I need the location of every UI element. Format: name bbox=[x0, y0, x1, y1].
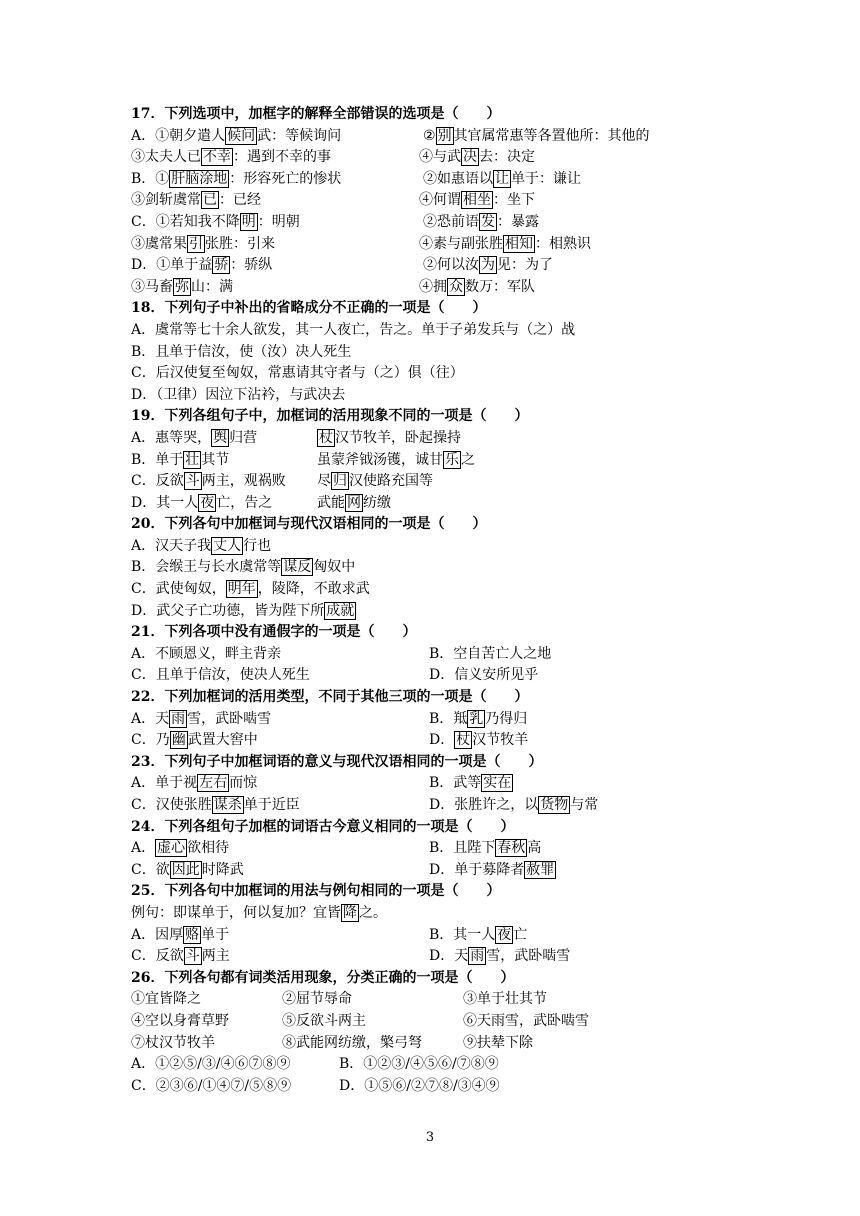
option-text bbox=[131, 1035, 215, 1051]
text-segment: 尽 bbox=[317, 473, 331, 490]
boxed-word: 斗 bbox=[185, 473, 200, 490]
text-segment: 例句：即谋单于，何以复加？宜皆 bbox=[131, 904, 341, 921]
option-text bbox=[131, 991, 201, 1007]
text-segment: 汉节牧羊，卧起操持 bbox=[335, 429, 461, 446]
boxed-word: 不幸 bbox=[203, 149, 231, 166]
boxed-word: 发 bbox=[481, 213, 495, 230]
option-text bbox=[131, 344, 351, 360]
text-segment: ②恐前语 bbox=[423, 213, 479, 230]
text-segment: 汉使路充国等 bbox=[349, 473, 433, 490]
text-segment: ⑥天雨雪，武卧啮雪 bbox=[463, 1012, 589, 1029]
option-row bbox=[131, 709, 731, 731]
boxed-word: 左右 bbox=[199, 775, 228, 792]
text-segment: B．①②③/④⑤⑥/⑦⑧⑨ bbox=[339, 1056, 499, 1073]
text-segment: 欲相待 bbox=[187, 840, 230, 857]
option-text bbox=[339, 1076, 500, 1098]
text-segment: A．因厚 bbox=[131, 926, 184, 943]
option-text bbox=[131, 1078, 291, 1094]
option-text bbox=[131, 170, 341, 188]
text-segment: C．②③⑥/①④⑦/⑤⑧⑨ bbox=[131, 1077, 292, 1094]
boxed-word: 乐 bbox=[445, 451, 459, 468]
option-text bbox=[131, 774, 257, 792]
text-segment: ④素与副张胜 bbox=[419, 235, 503, 252]
option-text bbox=[131, 861, 244, 879]
option-row bbox=[131, 773, 731, 795]
boxed-word: 相坐 bbox=[463, 192, 491, 209]
boxed-word: 成就 bbox=[326, 602, 355, 619]
question-stem: 25．下列各句中加框词的用法与例句相同的一项是（ ） bbox=[131, 883, 501, 900]
option-text bbox=[317, 493, 391, 515]
text-segment: B．其一人 bbox=[429, 926, 496, 943]
option-text bbox=[419, 234, 591, 256]
boxed-word: 归 bbox=[333, 473, 347, 490]
text-segment: 亡，告之 bbox=[216, 494, 273, 511]
option-text bbox=[463, 989, 547, 1011]
option-text bbox=[463, 1033, 533, 1055]
option-text bbox=[429, 709, 527, 731]
text-segment: B．会缑王与长水虞常等 bbox=[131, 559, 282, 576]
boxed-word: 杖 bbox=[319, 429, 333, 446]
text-segment: 去：决定 bbox=[479, 149, 535, 166]
text-segment: ③马畜 bbox=[131, 278, 173, 295]
option-text bbox=[131, 839, 229, 857]
option-row bbox=[131, 471, 731, 493]
boxed-word: 降 bbox=[343, 904, 357, 921]
text-segment: 其节 bbox=[201, 451, 230, 468]
text-segment: 与常 bbox=[570, 797, 599, 813]
option-text bbox=[131, 796, 300, 814]
text-segment: A．汉天子我 bbox=[131, 537, 212, 554]
option-row bbox=[131, 557, 731, 579]
text-segment: 行也 bbox=[243, 537, 272, 554]
option-row bbox=[131, 860, 731, 882]
boxed-word: 别 bbox=[437, 127, 452, 144]
option-row bbox=[131, 946, 731, 968]
option-text bbox=[282, 1011, 366, 1033]
boxed-word: 相知 bbox=[505, 235, 533, 252]
text-segment: 雪，武卧啮雪 bbox=[187, 710, 272, 727]
question-stem: 23．下列句子中加框词语的意义与现代汉语相同的一项是（ ） bbox=[131, 753, 543, 770]
text-segment: C．汉使张胜 bbox=[131, 797, 212, 813]
option-row bbox=[131, 665, 731, 687]
boxed-word: 骄 bbox=[214, 257, 229, 274]
question-20 bbox=[131, 514, 731, 622]
text-segment: 单于近臣 bbox=[243, 797, 300, 813]
option-text bbox=[429, 946, 570, 968]
text-segment: D．武父子亡功德，皆为陛下所 bbox=[131, 602, 325, 619]
text-segment: ④空以身膏草野 bbox=[131, 1012, 229, 1029]
option-row bbox=[131, 579, 731, 601]
text-segment: ：形容死亡的惨状 bbox=[229, 170, 342, 187]
question-stem: 19．下列各组句子中，加框词的活用现象不同的一项是（ ） bbox=[131, 408, 529, 425]
boxed-word: 壮 bbox=[185, 451, 200, 468]
option-text bbox=[423, 212, 539, 234]
text-segment: 见：为了 bbox=[497, 257, 553, 274]
option-text bbox=[131, 278, 233, 296]
boxed-word: 赂 bbox=[185, 926, 200, 943]
boxed-word: 雨 bbox=[470, 948, 485, 965]
option-text bbox=[282, 989, 352, 1011]
question-stem: 22．下列加框词的活用类型，不同于其他三项的一项是（ ） bbox=[131, 689, 529, 706]
option-text bbox=[429, 795, 598, 817]
question-22 bbox=[131, 687, 731, 752]
option-text bbox=[131, 667, 310, 683]
text-segment: 雪，武卧啮雪 bbox=[486, 948, 571, 965]
boxed-word: 因此 bbox=[171, 861, 200, 878]
option-text bbox=[131, 947, 230, 965]
text-segment: ⑨扶辇下除 bbox=[463, 1034, 533, 1051]
text-segment: 亡 bbox=[513, 926, 528, 943]
text-segment: B．① bbox=[131, 170, 170, 187]
option-text bbox=[131, 537, 271, 555]
text-segment: C．后汉使复至匈奴，常惠请其守者与（之）俱（往） bbox=[131, 365, 464, 382]
boxed-word: 虚心 bbox=[157, 840, 186, 857]
boxed-word: 众 bbox=[449, 278, 463, 295]
text-segment: ⑦杖汉节牧羊 bbox=[131, 1034, 215, 1051]
text-segment: ② bbox=[423, 127, 436, 144]
option-text bbox=[131, 191, 261, 209]
page-number: 3 bbox=[425, 1130, 435, 1145]
text-segment: 两主，观祸败 bbox=[201, 473, 286, 490]
boxed-word: 实在 bbox=[483, 775, 512, 792]
boxed-word: 夜 bbox=[200, 494, 215, 511]
text-segment: ⑤反欲斗两主 bbox=[282, 1012, 366, 1029]
option-row bbox=[131, 342, 731, 364]
text-segment: C．反欲 bbox=[131, 473, 184, 490]
text-segment: C．武使匈奴， bbox=[131, 581, 226, 598]
boxed-word: 决 bbox=[463, 149, 477, 166]
text-segment: D．其一人 bbox=[131, 494, 199, 511]
boxed-word: 网 bbox=[347, 494, 361, 511]
boxed-word: 夜 bbox=[497, 926, 512, 943]
boxed-word: 春秋 bbox=[497, 840, 526, 857]
text-segment: ③剑斩虞常 bbox=[131, 192, 201, 209]
text-segment: D． bbox=[429, 732, 455, 749]
text-segment: ①宜皆降之 bbox=[131, 991, 201, 1008]
boxed-word: 明年 bbox=[227, 581, 256, 598]
text-segment: 数万：军队 bbox=[465, 278, 535, 295]
text-segment: 两主 bbox=[201, 948, 230, 965]
text-segment: A．不顾恩义，畔主背亲 bbox=[131, 645, 282, 662]
option-text bbox=[429, 860, 556, 882]
text-segment: ：相熟识 bbox=[535, 235, 591, 252]
text-segment: 汉节牧羊 bbox=[472, 732, 529, 749]
question-25 bbox=[131, 881, 731, 967]
option-row bbox=[131, 1076, 731, 1098]
boxed-word: 丈人 bbox=[213, 537, 242, 554]
text-segment: 山：满 bbox=[191, 278, 233, 295]
text-segment: ：已经 bbox=[219, 192, 261, 209]
text-segment: C．欲 bbox=[131, 861, 170, 878]
text-segment: 高 bbox=[527, 840, 542, 857]
boxed-word: 引 bbox=[189, 235, 203, 252]
option-text bbox=[131, 494, 272, 512]
option-text bbox=[131, 731, 258, 749]
option-text bbox=[131, 235, 275, 253]
text-segment: D．①⑤⑥/②⑦⑧/③④⑨ bbox=[339, 1077, 500, 1094]
option-row bbox=[131, 428, 731, 450]
option-text bbox=[131, 580, 370, 598]
text-segment: ②何以汝 bbox=[423, 257, 479, 274]
option-row bbox=[131, 601, 731, 623]
option-row bbox=[131, 450, 731, 472]
option-text bbox=[131, 365, 464, 381]
text-segment: 之。 bbox=[359, 904, 387, 921]
boxed-word: 已 bbox=[203, 192, 217, 209]
question-stem: 24．下列各组句子加框的词语古今意义相同的一项是（ ） bbox=[131, 818, 515, 835]
text-segment: ③太夫人已 bbox=[131, 149, 201, 166]
option-row bbox=[131, 126, 731, 148]
boxed-word: 舆 bbox=[213, 429, 228, 446]
option-text bbox=[131, 256, 272, 274]
option-row bbox=[131, 1054, 731, 1076]
text-segment: D．信义安所见乎 bbox=[429, 667, 539, 684]
option-row bbox=[131, 190, 731, 212]
boxed-word: 赦罪 bbox=[526, 861, 555, 878]
option-text bbox=[131, 322, 575, 338]
boxed-word: 明 bbox=[241, 213, 256, 230]
text-segment: 单于 bbox=[201, 926, 230, 943]
text-segment: 乃得归 bbox=[485, 710, 528, 727]
boxed-word: 幽 bbox=[171, 732, 186, 749]
text-segment: 而惊 bbox=[229, 775, 258, 792]
text-segment: A．虞常等七十余人欲发，其一人夜亡，告之。单于子弟发兵与（之）战 bbox=[131, 321, 576, 338]
exam-page bbox=[131, 104, 731, 1097]
text-segment: 之 bbox=[461, 451, 475, 468]
question-23 bbox=[131, 752, 731, 817]
question-17 bbox=[131, 104, 731, 298]
text-segment: B．空自苦亡人之地 bbox=[429, 645, 552, 662]
boxed-word: 谋杀 bbox=[213, 797, 242, 813]
option-text bbox=[131, 213, 300, 231]
option-text bbox=[429, 773, 513, 795]
option-row bbox=[131, 493, 731, 515]
option-text bbox=[317, 450, 475, 472]
boxed-word: 候问 bbox=[227, 127, 256, 144]
option-row bbox=[131, 795, 731, 817]
text-segment: A．惠等哭， bbox=[131, 429, 212, 446]
text-segment: B．单于 bbox=[131, 451, 184, 468]
option-row bbox=[131, 277, 731, 299]
option-text bbox=[429, 665, 538, 687]
text-segment: ：明朝 bbox=[257, 213, 300, 230]
text-segment: 匈奴中 bbox=[313, 559, 356, 576]
question-stem: 21．下列各项中没有通假字的一项是（ ） bbox=[131, 624, 417, 641]
text-segment: A．①朝夕遣人 bbox=[131, 127, 226, 144]
text-segment: D．（卫律）因泣下沾衿，与武决去 bbox=[131, 386, 346, 403]
text-segment: ②屈节辱命 bbox=[282, 991, 352, 1008]
text-segment: 武置大窖中 bbox=[187, 732, 258, 749]
option-row bbox=[131, 838, 731, 860]
option-row bbox=[131, 1033, 731, 1055]
text-segment: 单于：谦让 bbox=[511, 170, 581, 187]
question-18 bbox=[131, 298, 731, 406]
option-text bbox=[131, 1056, 291, 1072]
text-segment: ：骄纵 bbox=[230, 257, 273, 274]
option-row bbox=[131, 1011, 731, 1033]
boxed-word: 肝脑涂地 bbox=[171, 170, 228, 187]
text-segment: 时降武 bbox=[201, 861, 244, 878]
text-segment: ：暴露 bbox=[497, 213, 539, 230]
option-text bbox=[282, 1033, 422, 1055]
text-segment: A．①②⑤/③/④⑥⑦⑧⑨ bbox=[131, 1056, 291, 1073]
option-text bbox=[419, 147, 535, 169]
option-text bbox=[423, 169, 581, 191]
question-21 bbox=[131, 622, 731, 687]
option-text bbox=[131, 429, 257, 447]
text-segment: ③虞常果 bbox=[131, 235, 187, 252]
text-segment: 武：等候询问 bbox=[257, 127, 342, 144]
option-text bbox=[131, 926, 229, 944]
option-text bbox=[131, 558, 355, 576]
option-row bbox=[131, 169, 731, 191]
text-segment: D．天 bbox=[429, 948, 469, 965]
option-text bbox=[131, 904, 387, 922]
boxed-word: 谋反 bbox=[283, 559, 312, 576]
text-segment: C．乃 bbox=[131, 732, 170, 749]
text-segment: ④何谓 bbox=[419, 192, 461, 209]
option-text bbox=[131, 710, 271, 728]
question-26 bbox=[131, 968, 731, 1098]
text-segment: ②如惠语以 bbox=[423, 170, 493, 187]
option-text bbox=[317, 428, 461, 450]
text-segment: ：坐下 bbox=[493, 192, 535, 209]
text-segment: B．武等 bbox=[429, 775, 482, 792]
option-text bbox=[419, 190, 535, 212]
option-text bbox=[131, 472, 286, 490]
option-text bbox=[131, 602, 356, 620]
text-segment: ⑧武能网纺缴，檠弓弩 bbox=[282, 1034, 422, 1051]
option-text bbox=[429, 925, 527, 947]
boxed-word: 斗 bbox=[185, 948, 200, 965]
option-text bbox=[423, 126, 650, 148]
option-text bbox=[419, 277, 535, 299]
option-row bbox=[131, 320, 731, 342]
boxed-word: 让 bbox=[495, 170, 509, 187]
option-text bbox=[429, 838, 541, 860]
option-row bbox=[131, 903, 731, 925]
option-row bbox=[131, 925, 731, 947]
question-19 bbox=[131, 406, 731, 514]
text-segment: C．反欲 bbox=[131, 948, 184, 965]
option-row bbox=[131, 147, 731, 169]
option-text bbox=[131, 646, 281, 662]
text-segment: 纺缴 bbox=[363, 494, 391, 511]
option-text bbox=[339, 1054, 499, 1076]
text-segment: 虽蒙斧钺汤镬，诚甘 bbox=[317, 451, 443, 468]
text-segment: B．羝 bbox=[429, 710, 468, 727]
text-segment: 张胜：引来 bbox=[205, 235, 275, 252]
option-text bbox=[429, 730, 528, 752]
boxed-word: 杖 bbox=[456, 732, 471, 749]
question-stem: 17．下列选项中，加框字的解释全部错误的选项是（ ） bbox=[131, 106, 501, 122]
text-segment: ：遇到不幸的事 bbox=[233, 149, 331, 166]
option-row bbox=[131, 989, 731, 1011]
text-segment: B．且单于信汝，使（汝）决人死生 bbox=[131, 343, 352, 360]
option-text bbox=[317, 471, 433, 493]
text-segment: 武能 bbox=[317, 494, 345, 511]
question-stem: 18．下列句子中补出的省略成分不正确的一项是（ ） bbox=[131, 300, 487, 317]
text-segment: B．且陛下 bbox=[429, 840, 496, 857]
option-text bbox=[423, 255, 553, 277]
option-row bbox=[131, 234, 731, 256]
text-segment: C．①若知我不降 bbox=[131, 213, 240, 230]
boxed-word: 货物 bbox=[540, 797, 569, 813]
question-stem: 26．下列各句都有词类活用现象，分类正确的一项是（ ） bbox=[131, 969, 515, 986]
text-segment: 其官属常惠等各置他所：其他的 bbox=[453, 127, 650, 144]
text-segment: A． bbox=[131, 840, 156, 857]
option-row bbox=[131, 212, 731, 234]
boxed-word: 为 bbox=[481, 257, 495, 274]
option-row bbox=[131, 644, 731, 666]
option-row bbox=[131, 255, 731, 277]
text-segment: A．天 bbox=[131, 710, 170, 727]
option-text bbox=[131, 127, 341, 145]
boxed-word: 弥 bbox=[175, 278, 189, 295]
option-text bbox=[463, 1011, 589, 1033]
option-row bbox=[131, 385, 731, 407]
text-segment: C．且单于信汝，使决人死生 bbox=[131, 667, 310, 684]
question-24 bbox=[131, 817, 731, 882]
text-segment: 归营 bbox=[229, 429, 258, 446]
option-text bbox=[429, 644, 551, 666]
option-row bbox=[131, 363, 731, 385]
text-segment: A．单于视 bbox=[131, 775, 198, 792]
option-row bbox=[131, 730, 731, 752]
option-text bbox=[131, 451, 229, 469]
boxed-word: 乳 bbox=[469, 710, 484, 727]
text-segment: D．①单于益 bbox=[131, 257, 213, 274]
question-stem: 20．下列各句中加框词与现代汉语相同的一项是（ ） bbox=[131, 516, 487, 533]
text-segment: ④拥 bbox=[419, 278, 447, 295]
text-segment: D．单于募降者 bbox=[429, 861, 525, 878]
option-row bbox=[131, 536, 731, 558]
text-segment: D．张胜许之，以 bbox=[429, 797, 539, 813]
option-text bbox=[131, 1013, 229, 1029]
boxed-word: 雨 bbox=[171, 710, 186, 727]
option-text bbox=[131, 148, 331, 166]
text-segment: ④与武 bbox=[419, 149, 461, 166]
text-segment: ③单于壮其节 bbox=[463, 991, 547, 1008]
text-segment: ，陵降，不敢求武 bbox=[257, 581, 370, 598]
option-text bbox=[131, 387, 345, 403]
